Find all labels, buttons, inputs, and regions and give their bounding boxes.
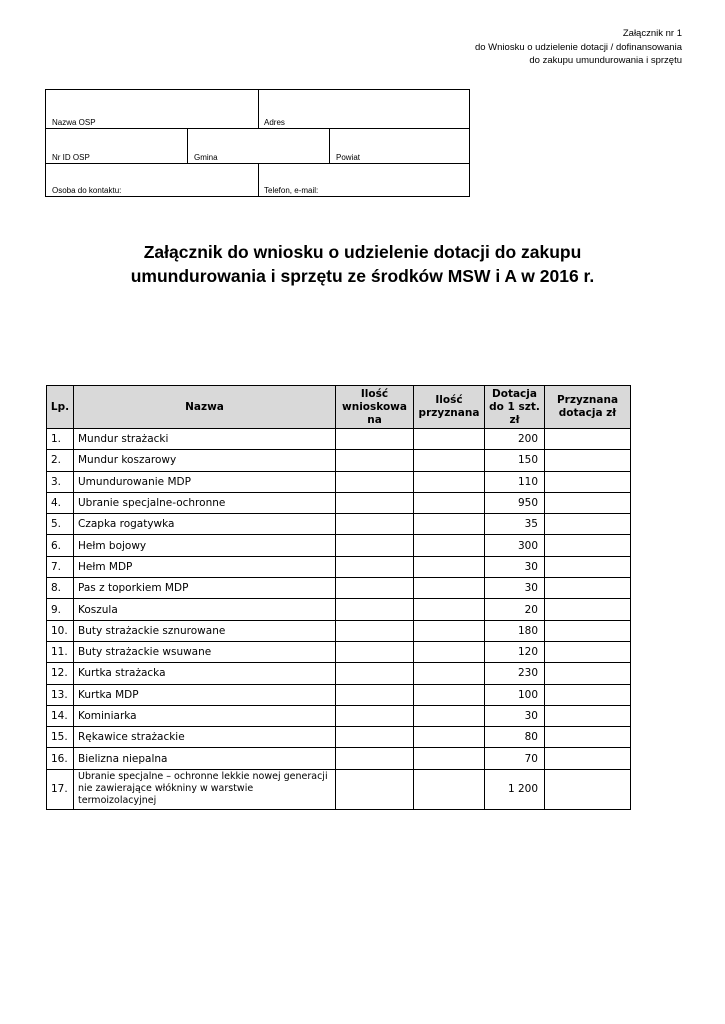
row-number: 5.	[47, 514, 74, 535]
granted-quantity-cell[interactable]	[414, 620, 485, 641]
document-title	[0, 240, 725, 288]
item-name: Koszula	[74, 599, 336, 620]
total-grant-cell[interactable]	[545, 727, 631, 748]
column-header-requested: Ilość wnioskowa na	[336, 386, 414, 429]
item-name: Kurtka strażacka	[74, 663, 336, 684]
unit-grant-value: 35	[485, 514, 545, 535]
unit-grant-value: 20	[485, 599, 545, 620]
item-name: Hełm bojowy	[74, 535, 336, 556]
contact-person-field[interactable]: Osoba do kontaktu:	[52, 186, 122, 195]
osp-id-field[interactable]: Nr ID OSP	[52, 153, 90, 162]
granted-quantity-cell[interactable]	[414, 599, 485, 620]
table-row	[47, 599, 631, 620]
table-header-row	[47, 386, 631, 429]
column-header-name: Nazwa	[74, 386, 336, 429]
table-row	[47, 450, 631, 471]
unit-grant-value: 100	[485, 684, 545, 705]
row-number: 10.	[47, 620, 74, 641]
granted-quantity-cell[interactable]	[414, 748, 485, 769]
total-grant-cell[interactable]	[545, 429, 631, 450]
table-row	[47, 492, 631, 513]
unit-grant-value: 230	[485, 663, 545, 684]
table-row	[47, 620, 631, 641]
annex-note-line: do Wniosku o udzielenie dotacji / dofinansowania	[474, 41, 682, 53]
row-number: 3.	[47, 471, 74, 492]
granted-quantity-cell[interactable]	[414, 514, 485, 535]
gmina-field[interactable]: Gmina	[194, 153, 218, 162]
column-header-unit-grant: Dotacja do 1 szt. zł	[485, 386, 545, 429]
column-header-lp: Lp.	[47, 386, 74, 429]
item-name: Ubranie specjalne-ochronne	[74, 492, 336, 513]
requested-quantity-cell[interactable]	[336, 535, 414, 556]
row-number: 1.	[47, 429, 74, 450]
granted-quantity-cell[interactable]	[414, 535, 485, 556]
form-divider	[187, 128, 188, 163]
column-header-granted: Ilość przyznana	[414, 386, 485, 429]
requested-quantity-cell[interactable]	[336, 450, 414, 471]
row-number: 13.	[47, 684, 74, 705]
unit-grant-value: 950	[485, 492, 545, 513]
total-grant-cell[interactable]	[545, 578, 631, 599]
row-number: 2.	[47, 450, 74, 471]
total-grant-cell[interactable]	[545, 599, 631, 620]
table-row	[47, 727, 631, 748]
table-row	[47, 535, 631, 556]
applicant-info-box	[45, 89, 470, 197]
table-row	[47, 556, 631, 577]
total-grant-cell[interactable]	[545, 620, 631, 641]
requested-quantity-cell[interactable]	[336, 620, 414, 641]
requested-quantity-cell[interactable]	[336, 727, 414, 748]
table-row	[47, 705, 631, 726]
requested-quantity-cell[interactable]	[336, 684, 414, 705]
requested-quantity-cell[interactable]	[336, 578, 414, 599]
unit-grant-value: 30	[485, 705, 545, 726]
address-field[interactable]: Adres	[264, 118, 285, 127]
item-name: Buty strażackie wsuwane	[74, 641, 336, 662]
total-grant-cell[interactable]	[545, 663, 631, 684]
item-name: Buty strażackie sznurowane	[74, 620, 336, 641]
row-number: 8.	[47, 578, 74, 599]
item-name: Bielizna niepalna	[74, 748, 336, 769]
granted-quantity-cell[interactable]	[414, 769, 485, 809]
annex-note-line: Załącznik nr 1	[622, 28, 682, 39]
row-number: 14.	[47, 705, 74, 726]
table-row	[47, 429, 631, 450]
table-row	[47, 748, 631, 769]
total-grant-cell[interactable]	[545, 514, 631, 535]
row-number: 6.	[47, 535, 74, 556]
requested-quantity-cell[interactable]	[336, 556, 414, 577]
unit-grant-value: 200	[485, 429, 545, 450]
unit-grant-value: 120	[485, 641, 545, 662]
annex-note-line: do zakupu umundurowania i sprzętu	[529, 55, 682, 66]
form-divider	[258, 90, 259, 128]
unit-grant-value: 180	[485, 620, 545, 641]
item-name: Kurtka MDP	[74, 684, 336, 705]
powiat-field[interactable]: Powiat	[336, 153, 361, 162]
granted-quantity-cell[interactable]	[414, 705, 485, 726]
row-number: 16.	[47, 748, 74, 769]
item-name: Mundur koszarowy	[74, 450, 336, 471]
row-number: 4.	[47, 492, 74, 513]
phone-email-field[interactable]: Telefon, e-mail:	[264, 186, 319, 195]
item-name: Czapka rogatywka	[74, 514, 336, 535]
requested-quantity-cell[interactable]	[336, 769, 414, 809]
item-name: Mundur strażacki	[74, 429, 336, 450]
requested-quantity-cell[interactable]	[336, 748, 414, 769]
granted-quantity-cell[interactable]	[414, 727, 485, 748]
row-number: 15.	[47, 727, 74, 748]
item-name: Hełm MDP	[74, 556, 336, 577]
row-number: 12.	[47, 663, 74, 684]
total-grant-cell[interactable]	[545, 556, 631, 577]
unit-grant-value: 300	[485, 535, 545, 556]
total-grant-cell[interactable]	[545, 769, 631, 809]
granted-quantity-cell[interactable]	[414, 556, 485, 577]
osp-name-field[interactable]: Nazwa OSP	[52, 118, 96, 127]
item-name: Kominiarka	[74, 705, 336, 726]
annex-note	[475, 27, 682, 68]
requested-quantity-cell[interactable]	[336, 492, 414, 513]
row-number: 7.	[47, 556, 74, 577]
unit-grant-value: 110	[485, 471, 545, 492]
document-title-line: Załącznik do wniosku o udzielenie dotacji do zakupu	[143, 242, 582, 262]
unit-grant-value: 150	[485, 450, 545, 471]
unit-grant-value: 70	[485, 748, 545, 769]
unit-grant-value: 80	[485, 727, 545, 748]
equipment-table	[46, 385, 631, 810]
granted-quantity-cell[interactable]	[414, 492, 485, 513]
total-grant-cell[interactable]	[545, 684, 631, 705]
item-name: Pas z toporkiem MDP	[74, 578, 336, 599]
table-row	[47, 641, 631, 662]
requested-quantity-cell[interactable]	[336, 663, 414, 684]
table-row	[47, 578, 631, 599]
item-name: Umundurowanie MDP	[74, 471, 336, 492]
granted-quantity-cell[interactable]	[414, 429, 485, 450]
item-name: Rękawice strażackie	[74, 727, 336, 748]
total-grant-cell[interactable]	[545, 705, 631, 726]
requested-quantity-cell[interactable]	[336, 599, 414, 620]
row-number: 11.	[47, 641, 74, 662]
granted-quantity-cell[interactable]	[414, 684, 485, 705]
total-grant-cell[interactable]	[545, 641, 631, 662]
requested-quantity-cell[interactable]	[336, 705, 414, 726]
unit-grant-value: 30	[485, 556, 545, 577]
requested-quantity-cell[interactable]	[336, 429, 414, 450]
table-row	[47, 471, 631, 492]
requested-quantity-cell[interactable]	[336, 514, 414, 535]
unit-grant-value: 30	[485, 578, 545, 599]
total-grant-cell[interactable]	[545, 535, 631, 556]
row-number: 17.	[47, 769, 74, 809]
item-name: Ubranie specjalne – ochronne lekkie nowej generacji nie zawierające włókniny w warstwie termoizolacyjnej	[74, 769, 336, 809]
total-grant-cell[interactable]	[545, 450, 631, 471]
total-grant-cell[interactable]	[545, 492, 631, 513]
table-row	[47, 663, 631, 684]
requested-quantity-cell[interactable]	[336, 641, 414, 662]
document-title-line: umundurowania i sprzętu ze środków MSW i A w 2016 r.	[130, 266, 595, 286]
total-grant-cell[interactable]	[545, 471, 631, 492]
table-row	[47, 769, 631, 809]
granted-quantity-cell[interactable]	[414, 641, 485, 662]
table-body	[47, 429, 631, 810]
total-grant-cell[interactable]	[545, 748, 631, 769]
granted-quantity-cell[interactable]	[414, 578, 485, 599]
unit-grant-value: 1 200	[485, 769, 545, 809]
table-row	[47, 514, 631, 535]
table-row	[47, 684, 631, 705]
form-divider	[329, 128, 330, 163]
column-header-total-grant: Przyznana dotacja zł	[545, 386, 631, 429]
requested-quantity-cell[interactable]	[336, 471, 414, 492]
form-divider	[46, 128, 469, 129]
form-divider	[258, 163, 259, 197]
row-number: 9.	[47, 599, 74, 620]
granted-quantity-cell[interactable]	[414, 663, 485, 684]
granted-quantity-cell[interactable]	[414, 450, 485, 471]
granted-quantity-cell[interactable]	[414, 471, 485, 492]
